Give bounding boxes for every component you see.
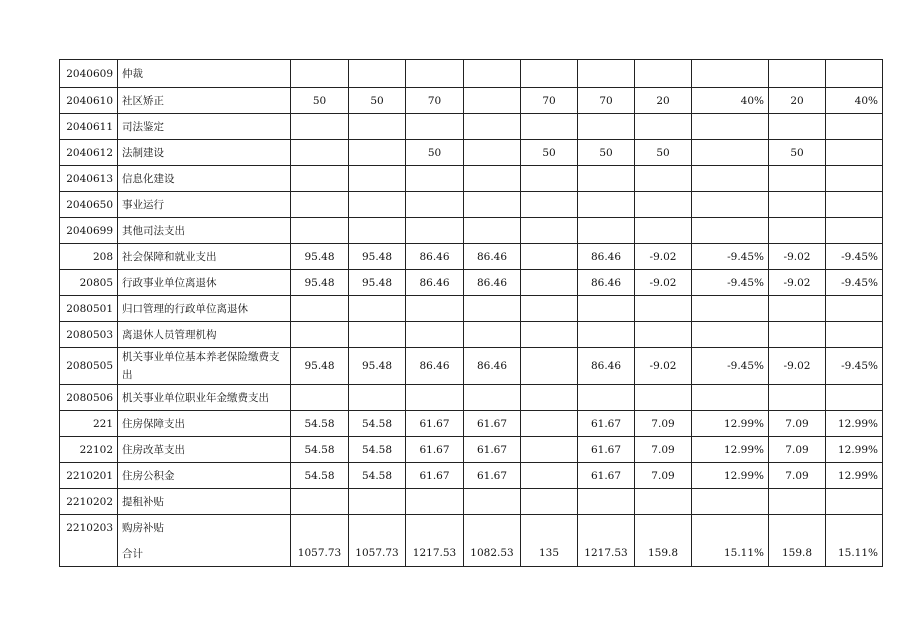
table-cell: 95.48	[291, 270, 349, 296]
table-cell: 7.09	[635, 463, 692, 489]
table-cell	[578, 489, 635, 515]
table-cell	[521, 244, 578, 270]
table-cell	[349, 140, 406, 166]
row-code: 2040610	[60, 88, 118, 114]
row-name: 购房补贴	[118, 515, 291, 541]
table-cell	[464, 166, 521, 192]
table-cell	[769, 114, 826, 140]
table-row	[60, 166, 883, 192]
table-cell	[464, 489, 521, 515]
table-cell: 86.46	[578, 348, 635, 385]
table-cell: 54.58	[291, 437, 349, 463]
table-cell	[291, 192, 349, 218]
table-cell: 86.46	[578, 270, 635, 296]
table-cell	[769, 166, 826, 192]
table-cell	[826, 322, 883, 348]
table-cell	[769, 218, 826, 244]
table-cell	[826, 489, 883, 515]
table-cell	[578, 218, 635, 244]
table-row	[60, 515, 883, 541]
total-cell: 15.11%	[826, 541, 883, 567]
table-cell	[769, 515, 826, 541]
table-cell	[826, 296, 883, 322]
table-row	[60, 270, 883, 296]
row-code: 2040613	[60, 166, 118, 192]
row-code: 2210201	[60, 463, 118, 489]
table-cell	[521, 166, 578, 192]
table-cell: 86.46	[406, 270, 464, 296]
table-cell	[635, 166, 692, 192]
table-cell	[349, 218, 406, 244]
table-cell: 86.46	[406, 348, 464, 385]
table-cell	[692, 60, 769, 88]
table-cell	[521, 385, 578, 411]
row-code: 2080501	[60, 296, 118, 322]
table-cell	[464, 192, 521, 218]
table-body	[60, 60, 883, 567]
row-name: 离退休人员管理机构	[118, 322, 291, 348]
table-cell	[635, 114, 692, 140]
table-row	[60, 60, 883, 88]
table-cell: 70	[578, 88, 635, 114]
table-row	[60, 463, 883, 489]
table-cell	[464, 218, 521, 244]
table-row	[60, 411, 883, 437]
table-row	[60, 192, 883, 218]
table-cell	[291, 322, 349, 348]
table-cell	[349, 385, 406, 411]
row-code: 22102	[60, 437, 118, 463]
table-cell: 61.67	[578, 437, 635, 463]
table-cell: 61.67	[464, 463, 521, 489]
row-code: 2040611	[60, 114, 118, 140]
table-cell: 54.58	[349, 463, 406, 489]
table-cell	[578, 322, 635, 348]
table-row	[60, 348, 883, 385]
table-cell	[464, 88, 521, 114]
table-cell	[521, 60, 578, 88]
row-code: 2080505	[60, 348, 118, 385]
table-cell	[826, 515, 883, 541]
row-name: 信息化建设	[118, 166, 291, 192]
table-cell	[692, 140, 769, 166]
total-cell: 1217.53	[406, 541, 464, 567]
table-cell: 54.58	[291, 411, 349, 437]
table-cell	[635, 489, 692, 515]
table-cell	[521, 463, 578, 489]
table-cell	[349, 296, 406, 322]
row-name: 仲裁	[118, 60, 291, 88]
table-cell	[826, 192, 883, 218]
table-cell: 20	[635, 88, 692, 114]
table-cell	[291, 385, 349, 411]
total-cell: 159.8	[635, 541, 692, 567]
table-cell	[291, 296, 349, 322]
table-cell	[291, 140, 349, 166]
total-cell: 1057.73	[349, 541, 406, 567]
table-cell	[406, 385, 464, 411]
row-code: 2080503	[60, 322, 118, 348]
table-cell	[692, 515, 769, 541]
total-row	[60, 541, 883, 567]
row-name: 事业运行	[118, 192, 291, 218]
table-cell	[349, 322, 406, 348]
table-cell: 7.09	[635, 411, 692, 437]
table-cell	[692, 385, 769, 411]
table-cell: 50	[769, 140, 826, 166]
table-cell: 50	[578, 140, 635, 166]
table-cell	[464, 322, 521, 348]
row-code: 2210203	[60, 515, 118, 541]
table-cell	[406, 60, 464, 88]
table-cell: -9.02	[769, 244, 826, 270]
table-row	[60, 88, 883, 114]
table-cell	[464, 515, 521, 541]
table-cell: -9.02	[635, 348, 692, 385]
table-cell: 54.58	[349, 411, 406, 437]
table-cell	[769, 296, 826, 322]
table-cell	[769, 60, 826, 88]
table-cell: 86.46	[464, 270, 521, 296]
table-cell: -9.45%	[692, 270, 769, 296]
table-cell	[349, 60, 406, 88]
row-code: 221	[60, 411, 118, 437]
table-cell: 95.48	[291, 348, 349, 385]
table-cell	[521, 192, 578, 218]
table-row	[60, 322, 883, 348]
total-cell: 135	[521, 541, 578, 567]
table-row	[60, 140, 883, 166]
table-cell: 54.58	[291, 463, 349, 489]
table-cell	[692, 218, 769, 244]
table-cell	[521, 270, 578, 296]
table-cell: -9.45%	[826, 348, 883, 385]
table-cell: 12.99%	[692, 411, 769, 437]
total-cell: 15.11%	[692, 541, 769, 567]
row-name: 机关事业单位职业年金缴费支出	[118, 385, 291, 411]
table-cell	[291, 489, 349, 515]
table-cell	[578, 166, 635, 192]
table-cell: 7.09	[769, 411, 826, 437]
table-cell: 70	[521, 88, 578, 114]
row-code: 2040699	[60, 218, 118, 244]
total-cell: 1217.53	[578, 541, 635, 567]
table-row	[60, 296, 883, 322]
table-cell: -9.02	[769, 270, 826, 296]
table-cell: 12.99%	[826, 463, 883, 489]
table-cell	[826, 140, 883, 166]
row-code: 2210202	[60, 489, 118, 515]
table-cell	[578, 192, 635, 218]
table-cell	[521, 437, 578, 463]
table-cell	[635, 218, 692, 244]
table-cell	[578, 114, 635, 140]
table-cell	[406, 192, 464, 218]
table-cell: 54.58	[349, 437, 406, 463]
table-cell	[406, 515, 464, 541]
total-cell: 1082.53	[464, 541, 521, 567]
total-cell: 1057.73	[291, 541, 349, 567]
table-cell	[578, 515, 635, 541]
table-cell	[521, 322, 578, 348]
table-cell: 12.99%	[826, 411, 883, 437]
table-cell	[521, 348, 578, 385]
table-cell: 86.46	[464, 244, 521, 270]
row-code: 2040609	[60, 60, 118, 88]
row-name: 住房改革支出	[118, 437, 291, 463]
row-name: 住房公积金	[118, 463, 291, 489]
row-name: 社区矫正	[118, 88, 291, 114]
table-cell: 61.67	[406, 437, 464, 463]
table-cell	[349, 166, 406, 192]
table-cell	[349, 192, 406, 218]
table-cell	[826, 385, 883, 411]
table-cell: 61.67	[464, 411, 521, 437]
table-cell	[406, 322, 464, 348]
row-name: 归口管理的行政单位离退休	[118, 296, 291, 322]
table-cell	[635, 322, 692, 348]
table-cell: 50	[635, 140, 692, 166]
table-cell: 70	[406, 88, 464, 114]
table-cell	[464, 385, 521, 411]
table-cell	[769, 489, 826, 515]
table-cell: 12.99%	[692, 463, 769, 489]
table-cell: -9.02	[635, 270, 692, 296]
table-cell	[521, 411, 578, 437]
table-cell	[692, 114, 769, 140]
row-name: 司法鉴定	[118, 114, 291, 140]
table-cell	[692, 192, 769, 218]
table-cell	[291, 218, 349, 244]
table-cell	[826, 114, 883, 140]
row-name: 机关事业单位基本养老保险缴费支出	[118, 348, 291, 385]
table-cell	[464, 114, 521, 140]
row-name: 法制建设	[118, 140, 291, 166]
table-cell	[464, 140, 521, 166]
table-cell: 12.99%	[692, 437, 769, 463]
table-cell	[826, 60, 883, 88]
table-cell: -9.45%	[692, 244, 769, 270]
table-cell: 50	[291, 88, 349, 114]
table-cell: -9.02	[635, 244, 692, 270]
row-name: 住房保障支出	[118, 411, 291, 437]
table-row	[60, 489, 883, 515]
table-cell	[406, 489, 464, 515]
table-cell: 20	[769, 88, 826, 114]
row-name: 行政事业单位离退休	[118, 270, 291, 296]
table-row	[60, 385, 883, 411]
table-cell: 7.09	[635, 437, 692, 463]
table-cell	[692, 296, 769, 322]
table-row	[60, 437, 883, 463]
table-cell	[291, 515, 349, 541]
table-cell	[464, 296, 521, 322]
table-cell	[406, 218, 464, 244]
table-cell: -9.45%	[826, 270, 883, 296]
table-cell	[406, 296, 464, 322]
table-cell: -9.45%	[692, 348, 769, 385]
table-row	[60, 244, 883, 270]
table-cell: 12.99%	[826, 437, 883, 463]
table-cell: 61.67	[406, 463, 464, 489]
table-cell	[349, 515, 406, 541]
table-cell	[826, 218, 883, 244]
table-cell	[769, 385, 826, 411]
row-code: 2040650	[60, 192, 118, 218]
row-code: 2040612	[60, 140, 118, 166]
table-cell	[769, 322, 826, 348]
table-cell: 86.46	[464, 348, 521, 385]
table-cell	[349, 489, 406, 515]
row-name: 其他司法支出	[118, 218, 291, 244]
table-cell	[521, 515, 578, 541]
table-cell	[692, 322, 769, 348]
row-name: 提租补贴	[118, 489, 291, 515]
table-cell	[521, 218, 578, 244]
row-code: 2080506	[60, 385, 118, 411]
table-cell	[291, 166, 349, 192]
table-row	[60, 114, 883, 140]
table-cell	[635, 192, 692, 218]
table-cell: 95.48	[349, 244, 406, 270]
table-cell	[826, 166, 883, 192]
table-cell	[521, 114, 578, 140]
table-cell: 61.67	[578, 411, 635, 437]
table-cell	[349, 114, 406, 140]
total-code-cell	[60, 541, 118, 567]
row-code: 20805	[60, 270, 118, 296]
table-cell	[521, 489, 578, 515]
table-cell	[521, 296, 578, 322]
table-cell: 7.09	[769, 437, 826, 463]
row-code: 208	[60, 244, 118, 270]
budget-table	[59, 59, 883, 567]
table-cell	[635, 385, 692, 411]
table-cell	[635, 296, 692, 322]
table-cell: 86.46	[578, 244, 635, 270]
table-cell	[578, 385, 635, 411]
table-cell	[406, 166, 464, 192]
table-cell: 61.67	[464, 437, 521, 463]
table-cell	[692, 166, 769, 192]
table-row	[60, 218, 883, 244]
table-cell	[692, 489, 769, 515]
table-cell	[291, 60, 349, 88]
table-cell: 50	[521, 140, 578, 166]
table-cell	[406, 114, 464, 140]
table-cell	[291, 114, 349, 140]
table-cell: 50	[349, 88, 406, 114]
table-cell	[635, 60, 692, 88]
table-cell: -9.02	[769, 348, 826, 385]
table-cell: 86.46	[406, 244, 464, 270]
table-cell	[769, 192, 826, 218]
table-cell: 61.67	[406, 411, 464, 437]
table-cell: 95.48	[349, 348, 406, 385]
table-cell: -9.45%	[826, 244, 883, 270]
table-cell: 61.67	[578, 463, 635, 489]
total-cell: 159.8	[769, 541, 826, 567]
table-cell: 7.09	[769, 463, 826, 489]
table-cell: 40%	[692, 88, 769, 114]
table-cell	[635, 515, 692, 541]
table-cell: 95.48	[349, 270, 406, 296]
table-cell	[464, 60, 521, 88]
table-cell: 95.48	[291, 244, 349, 270]
table-cell	[578, 60, 635, 88]
table-cell	[578, 296, 635, 322]
row-name: 社会保障和就业支出	[118, 244, 291, 270]
table-cell: 40%	[826, 88, 883, 114]
table-cell: 50	[406, 140, 464, 166]
total-label: 合计	[118, 541, 291, 567]
